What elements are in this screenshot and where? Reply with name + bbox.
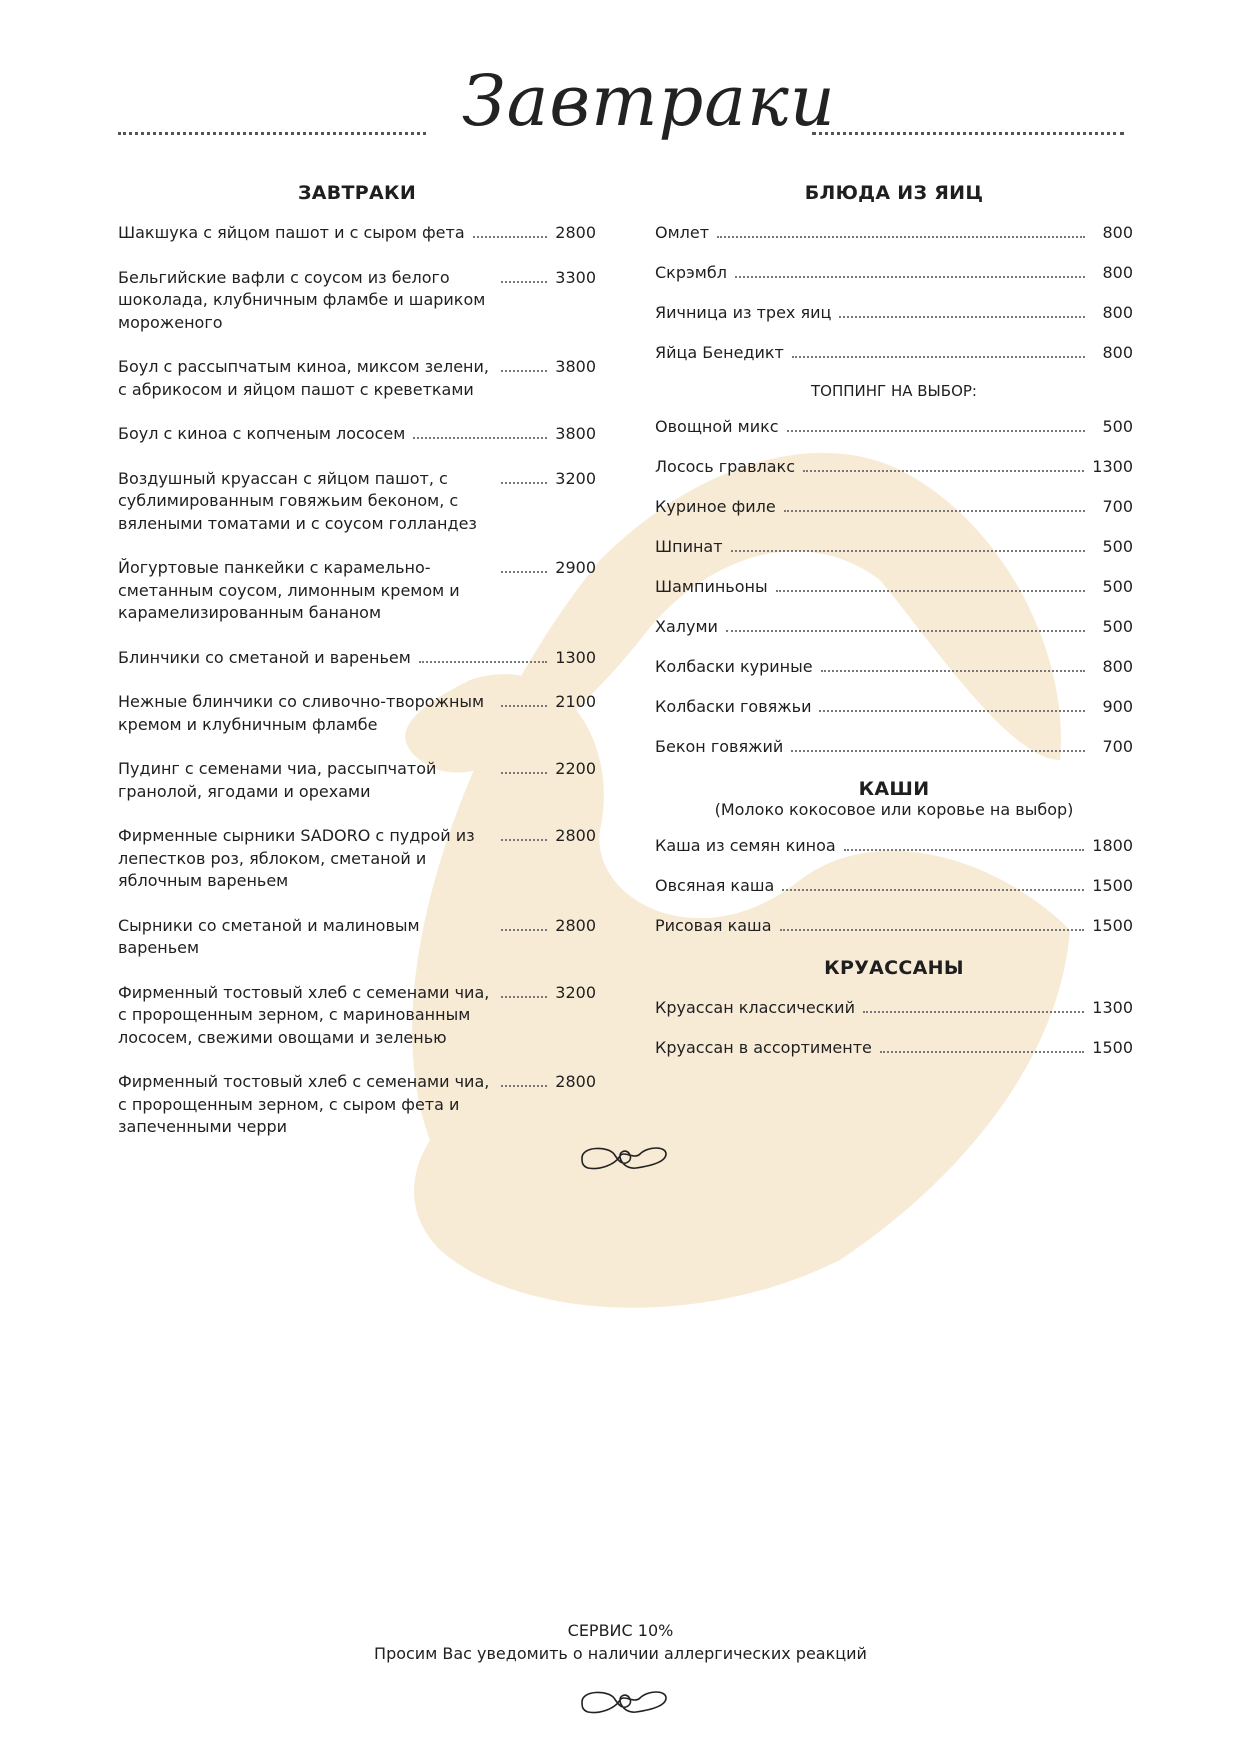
menu-item	[655, 342, 1133, 365]
menu-item	[118, 691, 596, 736]
dotted-leader	[782, 875, 1084, 891]
menu-item-name: Яичница из трех яиц	[655, 303, 832, 322]
dotted-leader	[787, 416, 1085, 432]
menu-item-name: Лосось гравлакс	[655, 457, 796, 476]
dotted-leader	[844, 835, 1085, 851]
porridge-subtitle: (Молоко кокосовое или коровье на выбор)	[714, 800, 1074, 819]
menu-item-name: Скрэмбл	[655, 263, 727, 282]
menu-item	[118, 982, 596, 1050]
topping-list	[655, 416, 1133, 759]
menu-item	[655, 656, 1133, 679]
menu-item	[655, 456, 1133, 479]
menu-item-price: 700	[1102, 497, 1133, 516]
eggs-list	[655, 222, 1133, 365]
menu-item	[655, 616, 1133, 639]
menu-item-name: Шакшука с яйцом пашот и с сыром фета	[118, 223, 465, 242]
menu-item-price: 500	[1102, 617, 1133, 636]
menu-item	[655, 997, 1133, 1020]
menu-item-price: 500	[1102, 417, 1133, 436]
right-column	[655, 180, 1133, 1077]
menu-item-price: 2100	[555, 692, 596, 711]
menu-item-name: Колбаски говяжьи	[655, 697, 812, 716]
allergy-note: Просим Вас уведомить о наличии аллергических реакций	[374, 1644, 867, 1663]
menu-item	[118, 647, 596, 670]
menu-item	[655, 262, 1133, 285]
menu-item-price: 1800	[1092, 836, 1133, 855]
menu-item-price: 500	[1102, 537, 1133, 556]
menu-item	[118, 1071, 596, 1139]
menu-item-price: 3800	[555, 357, 596, 376]
dotted-leader	[776, 576, 1085, 592]
header-dotted-rule-left	[118, 132, 426, 135]
menu-item-price: 3200	[555, 468, 596, 488]
menu-item-price: 800	[1102, 303, 1133, 322]
menu-item-name: Яйца Бенедикт	[655, 343, 784, 362]
menu-item-name: Шпинат	[655, 537, 723, 556]
menu-item-name: Куриное филе	[655, 497, 776, 516]
dotted-leader	[839, 302, 1085, 318]
header-dotted-rule-right	[812, 132, 1124, 135]
menu-item-name: Круассан в ассортименте	[655, 1038, 872, 1057]
menu-item-name: Пудинг с семенами чиа, рассыпчатой гранолой, ягодами и орехами	[118, 759, 437, 801]
dotted-leader	[792, 342, 1085, 358]
breakfast-column	[118, 180, 596, 1161]
menu-item	[655, 736, 1133, 759]
menu-item-price: 500	[1102, 577, 1133, 596]
dotted-leader	[819, 696, 1085, 712]
menu-item-price: 3200	[555, 982, 596, 1002]
menu-item-price: 1300	[1092, 457, 1133, 476]
menu-item	[655, 416, 1133, 439]
dotted-leader	[419, 647, 547, 663]
menu-item-name: Воздушный круассан с яйцом пашот, с сублимированным говяжьим беконом, с вялеными томатами и с соусом голландез	[118, 468, 477, 533]
menu-item-name: Омлет	[655, 223, 710, 242]
menu-item-name: Фирменный тостовый хлеб с семенами чиа, с пророщенным зерном, с сыром фета и запеченными черри	[118, 1072, 490, 1136]
menu-item	[655, 536, 1133, 559]
menu-item-price: 2800	[555, 826, 596, 845]
dotted-leader	[501, 691, 547, 707]
menu-item-name: Блинчики со сметаной и вареньем	[118, 647, 411, 667]
menu-item-price: 800	[1102, 263, 1133, 282]
menu-item-name: Колбаски куриные	[655, 657, 813, 676]
menu-item-price: 700	[1102, 737, 1133, 756]
dotted-leader	[501, 825, 547, 841]
menu-item-price: 3800	[555, 424, 596, 443]
porridge-list	[655, 835, 1133, 938]
croissant-list	[655, 997, 1133, 1060]
dotted-leader	[803, 456, 1084, 472]
menu-item-price: 2900	[555, 558, 596, 577]
dotted-leader	[731, 536, 1085, 552]
dotted-leader	[501, 356, 547, 372]
menu-item-price: 800	[1102, 657, 1133, 676]
menu-item	[118, 557, 596, 625]
menu-item	[655, 1037, 1133, 1060]
section-title-breakfast: ЗАВТРАКИ	[297, 182, 417, 204]
page-header	[0, 60, 1241, 180]
menu-item	[118, 758, 596, 803]
menu-item-price: 3300	[555, 267, 596, 287]
menu-item-price: 2800	[555, 915, 596, 935]
flourish-ornament-icon	[578, 1140, 670, 1176]
menu-item-name: Овощной микс	[655, 417, 779, 436]
menu-item-name: Йогуртовые панкейки с карамельно-сметанным соусом, лимонным кремом и карамелизированным бананом	[118, 558, 460, 622]
menu-item-name: Фирменные сырники SADORO с пудрой из лепестков роз, яблоком, сметаной и яблочным вареньем	[118, 826, 475, 890]
menu-item	[118, 915, 596, 960]
dotted-leader	[501, 468, 547, 484]
dotted-leader	[821, 656, 1085, 672]
dotted-leader	[791, 736, 1085, 752]
section-title-eggs: БЛЮДА ИЗ ЯИЦ	[804, 182, 984, 204]
dotted-leader	[473, 222, 548, 238]
page-title: Завтраки	[462, 60, 836, 142]
menu-item	[655, 302, 1133, 325]
menu-item	[118, 423, 596, 446]
menu-item-price: 2200	[555, 759, 596, 778]
dotted-leader	[413, 423, 547, 439]
menu-item-name: Боул с рассыпчатым киноа, миксом зелени, с абрикосом и яйцом пашот с креветками	[118, 357, 489, 399]
menu-item	[118, 825, 596, 893]
menu-item-name: Нежные блинчики со сливочно-творожным кремом и клубничным фламбе	[118, 692, 485, 734]
menu-item-price: 1500	[1092, 876, 1133, 895]
menu-item-name: Круассан классический	[655, 998, 855, 1017]
menu-item-name: Фирменный тостовый хлеб с семенами чиа, с пророщенным зерном, с маринованным лососем, свежими овощами и зеленью	[118, 982, 490, 1047]
dotted-leader	[880, 1037, 1084, 1053]
menu-item	[655, 915, 1133, 938]
dotted-leader	[735, 262, 1085, 278]
dotted-leader	[501, 1071, 547, 1087]
menu-item	[655, 222, 1133, 245]
menu-item-name: Шампиньоны	[655, 577, 768, 596]
menu-item-price: 900	[1102, 697, 1133, 716]
menu-item	[655, 576, 1133, 599]
dotted-leader	[726, 616, 1085, 632]
menu-item-price: 2800	[555, 223, 596, 242]
menu-item	[655, 496, 1133, 519]
menu-item	[118, 356, 596, 401]
breakfast-list	[118, 222, 596, 1139]
menu-item-name: Халуми	[655, 617, 718, 636]
menu-item-name: Бекон говяжий	[655, 737, 784, 756]
menu-item	[118, 468, 596, 536]
section-title-croissants: КРУАССАНЫ	[824, 957, 964, 979]
flourish-ornament-footer-icon	[578, 1684, 670, 1720]
dotted-leader	[501, 267, 547, 283]
dotted-leader	[717, 222, 1085, 238]
topping-label: ТОППИНГ НА ВЫБОР:	[811, 382, 977, 400]
menu-item	[118, 267, 596, 335]
dotted-leader	[863, 997, 1084, 1013]
menu-item-price: 1300	[1092, 998, 1133, 1017]
menu-item	[655, 875, 1133, 898]
dotted-leader	[501, 915, 547, 931]
dotted-leader	[501, 758, 547, 774]
menu-item-name: Бельгийские вафли с соусом из белого шоколада, клубничным фламбе и шариком мороженого	[118, 267, 486, 332]
menu-item-name: Боул с киноа с копченым лососем	[118, 424, 406, 443]
menu-item-price: 1300	[555, 647, 596, 667]
menu-item-name: Рисовая каша	[655, 916, 772, 935]
dotted-leader	[501, 557, 547, 573]
dotted-leader	[784, 496, 1085, 512]
service-note: СЕРВИС 10%	[567, 1621, 674, 1640]
menu-item-price: 800	[1102, 223, 1133, 242]
menu-item-price: 1500	[1092, 916, 1133, 935]
section-title-porridge: КАШИ	[858, 778, 930, 800]
dotted-leader	[780, 915, 1085, 931]
dotted-leader	[501, 982, 547, 998]
menu-item	[118, 222, 596, 245]
menu-item	[655, 835, 1133, 858]
menu-item-price: 1500	[1092, 1038, 1133, 1057]
menu-item	[655, 696, 1133, 719]
menu-item-name: Сырники со сметаной и малиновым вареньем	[118, 915, 420, 957]
menu-item-price: 2800	[555, 1072, 596, 1091]
menu-item-price: 800	[1102, 343, 1133, 362]
menu-item-name: Овсяная каша	[655, 876, 775, 895]
menu-item-name: Каша из семян киноа	[655, 836, 836, 855]
